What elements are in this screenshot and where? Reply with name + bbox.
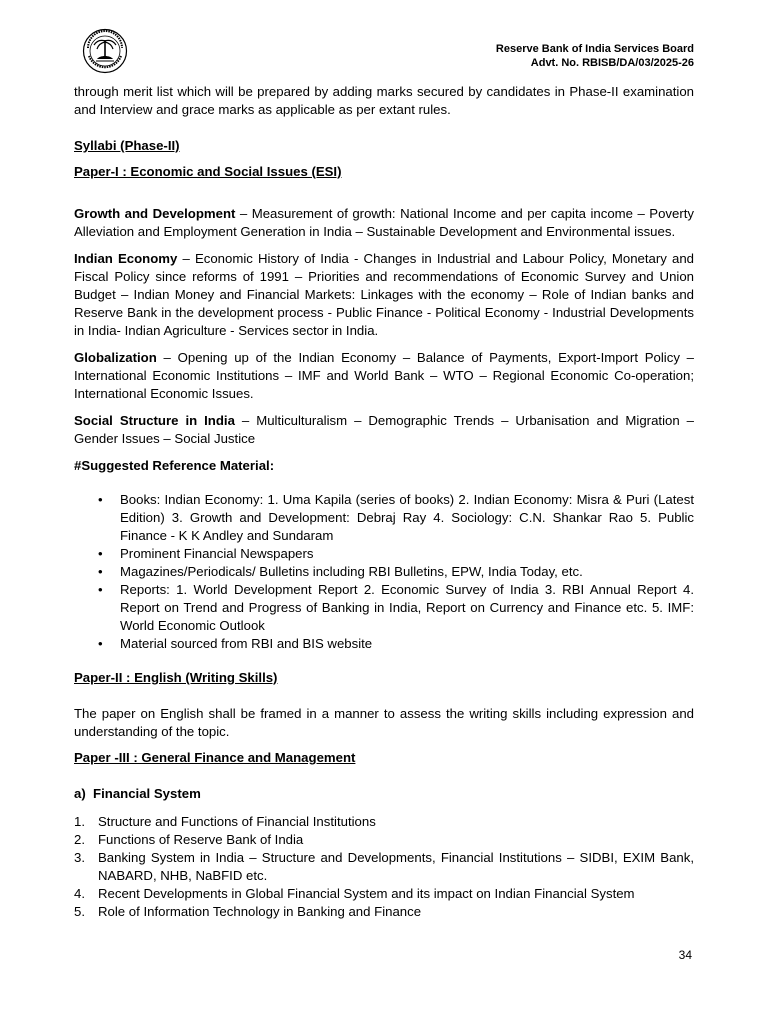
item-text: Banking System in India – Structure and Developments, Financial Institutions – SIDBI, EXIM Bank, NABARD, NHB, NaBFID etc. xyxy=(98,850,694,883)
list-item xyxy=(74,903,694,921)
section-text: – Economic History of India - Changes in Industrial and Labour Policy, Monetary and Fiscal Policy since reforms of 1991 – Priorities and recommendations of Economic Survey and Union Budget – Indian Money and Financial Markets: Linkages with the economy – Role of Indian banks and Reserve Bank in the development process - Public Finance - Political Economy - Industrial Developments in India- Indian Agriculture - Services sector in India. xyxy=(74,251,694,338)
section-title: Growth and Development xyxy=(74,206,236,221)
list-item: • Material sourced from RBI and BIS website xyxy=(74,635,694,653)
header-org: Reserve Bank of India Services Board xyxy=(495,43,694,55)
document-body xyxy=(74,83,694,921)
section-social-structure xyxy=(74,412,694,448)
paper1-heading: Paper-I : Economic and Social Issues (ESI) xyxy=(74,164,342,179)
section-text: – Measurement of growth: National Income and per capita income – Poverty Alleviation and Employment Generation in India – Sustainable Development and Environmental issues. xyxy=(74,206,695,239)
reference-list xyxy=(74,491,694,653)
list-item xyxy=(74,831,694,849)
item-text: Functions of Reserve Bank of India xyxy=(98,832,304,847)
section-indian-economy xyxy=(74,250,694,340)
item-text: Role of Information Technology in Banking and Finance xyxy=(98,904,422,919)
syllabi-heading: Syllabi (Phase-II) xyxy=(74,138,180,153)
intro-paragraph: through merit list which will be prepared by adding marks secured by candidates in Phase-II examination and Interview and grace marks as applicable as per extant rules. xyxy=(74,84,694,117)
list-item xyxy=(74,849,694,885)
list-item: • Reports: 1. World Development Report 2. Economic Survey of India 3. RBI Annual Report 4. Report on Trend and Progress of Banking in India, Report on Currency and Finance etc. 5. IMF: World Economic Outlook xyxy=(74,581,694,635)
paper3-heading: Paper -III : General Finance and Management xyxy=(74,750,356,765)
list-item: • Magazines/Periodicals/ Bulletins including RBI Bulletins, EPW, India Today, etc. xyxy=(74,563,694,581)
header-advt: Advt. No. RBISB/DA/03/2025-26 xyxy=(530,57,694,69)
page-number: 34 xyxy=(678,948,692,962)
section-title: Social Structure in India xyxy=(74,413,235,428)
list-item: • Prominent Financial Newspapers xyxy=(74,545,694,563)
section-text: – Opening up of the Indian Economy – Balance of Payments, Export-Import Policy – International Economic Institutions – IMF and World Bank – WTO – Regional Economic Co-operation; International Economic Issues. xyxy=(74,350,694,401)
financial-system-heading: a) Financial System xyxy=(74,786,201,801)
item-number: 1. xyxy=(74,814,85,829)
list-item: • Books: Indian Economy: 1. Uma Kapila (series of books) 2. Indian Economy: Misra & Puri (Latest Edition) 3. Growth and Development: Debraj Ray 4. Sociology: C.N. Shankar Rao 5. Public Finance - K K Andley and Sundaram xyxy=(74,491,694,545)
paper2-heading: Paper-II : English (Writing Skills) xyxy=(74,670,278,685)
section-title: Indian Economy xyxy=(74,251,178,266)
section-text: – Multiculturalism – Demographic Trends – Urbanisation and Migration – Gender Issues – Social Justice xyxy=(74,413,694,446)
section-growth xyxy=(74,205,694,241)
section-globalization xyxy=(74,349,694,403)
item-text: Structure and Functions of Financial Institutions xyxy=(98,814,376,829)
list-item xyxy=(74,813,694,831)
section-title: Globalization xyxy=(74,350,157,365)
paper2-text: The paper on English shall be framed in a manner to assess the writing skills including expression and understanding of the topic. xyxy=(74,706,694,739)
rbi-emblem-logo xyxy=(82,28,128,74)
document-header xyxy=(496,42,694,70)
item-number: 2. xyxy=(74,832,85,847)
item-number: 5. xyxy=(74,904,85,919)
item-text: Recent Developments in Global Financial System and its impact on Indian Financial System xyxy=(98,886,635,901)
item-number: 3. xyxy=(74,850,85,865)
financial-system-list xyxy=(74,813,694,921)
reference-heading: #Suggested Reference Material: xyxy=(74,458,275,473)
item-number: 4. xyxy=(74,886,85,901)
list-item xyxy=(74,885,694,903)
